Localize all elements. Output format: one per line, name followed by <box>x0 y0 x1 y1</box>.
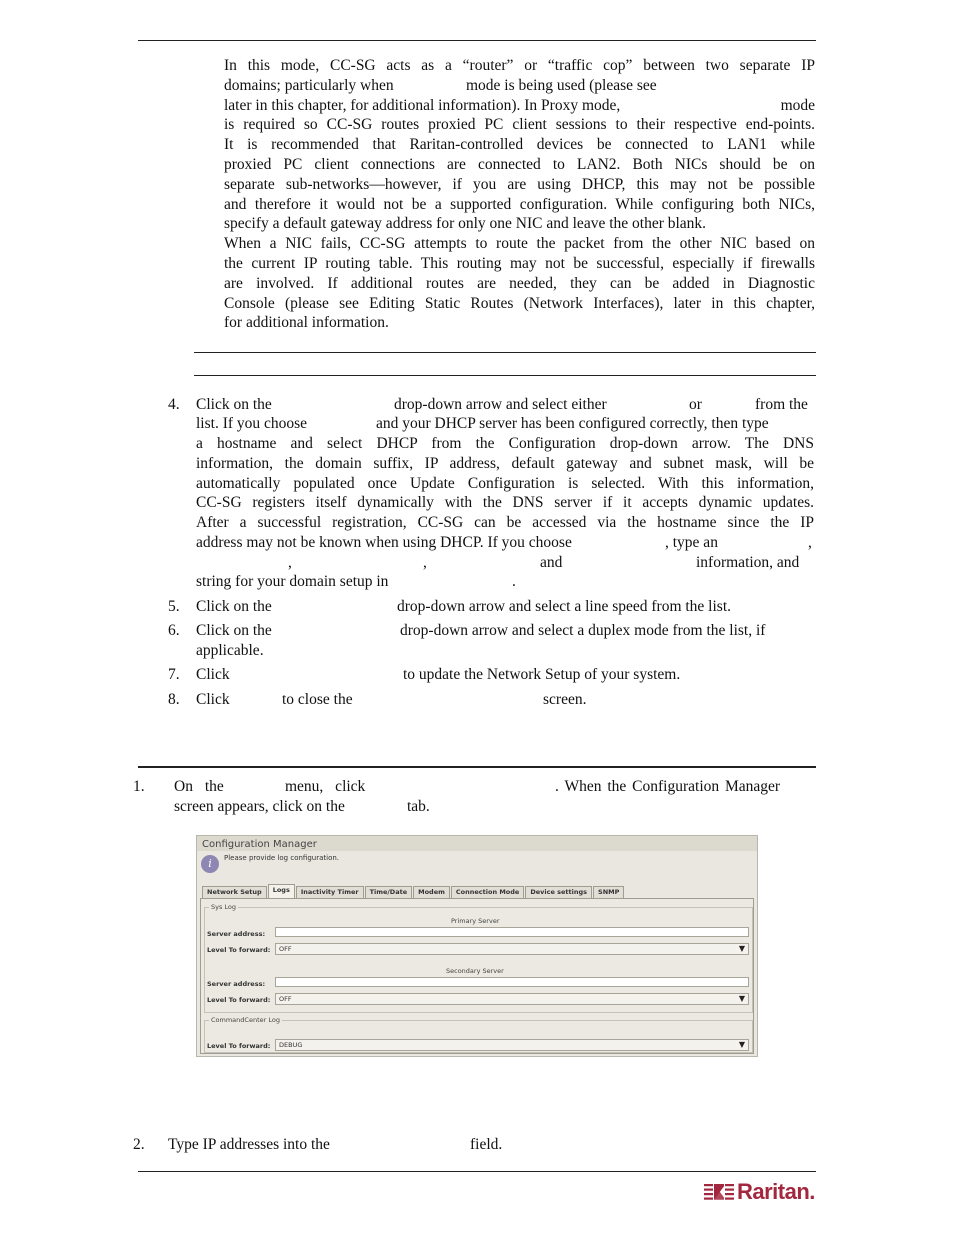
tab-modem[interactable]: Modem <box>413 886 450 898</box>
primary-level-value: OFF <box>279 945 292 953</box>
step-text: Click on the <box>196 598 272 615</box>
step-text: , <box>288 554 292 571</box>
chevron-down-icon: ▼ <box>738 944 745 953</box>
note-rule-top <box>194 352 816 353</box>
step-number: 5. <box>168 598 180 615</box>
step-line: automatically populated once Update Configuration is selected. With this information, <box>196 474 814 492</box>
intro-line: domains; particularly when <box>224 76 394 94</box>
tab-snmp[interactable]: SNMP <box>593 886 624 898</box>
step-text: and <box>540 554 563 571</box>
tab-bar <box>202 886 625 898</box>
primary-level-select[interactable] <box>275 943 749 955</box>
step-text: screen. <box>543 691 587 708</box>
step-number: 6. <box>168 622 180 639</box>
step-text: field. <box>470 1136 503 1153</box>
intro-line: mode <box>780 96 815 114</box>
intro-line: is required so CC-SG routes proxied PC client sessions to their respective end-points. <box>224 116 815 134</box>
step-text: or <box>689 396 702 413</box>
step-text: and your DHCP server has been configured correctly, then type <box>376 415 769 432</box>
screenshot-message: Please provide log configuration. <box>224 854 340 862</box>
step-text: to update the Network Setup of your system. <box>403 666 681 683</box>
commandcenter-level-value: DEBUG <box>279 1041 303 1049</box>
step-text: applicable. <box>196 642 264 659</box>
tab-logs[interactable]: Logs <box>268 884 295 898</box>
step-text: drop-down arrow and select either <box>394 396 607 413</box>
step-line: a hostname and select DHCP from the Configuration drop-down arrow. The DNS <box>196 435 814 452</box>
commandcenter-level-select[interactable] <box>275 1039 749 1051</box>
step-text: to close the <box>282 691 353 708</box>
step-text: information, and <box>696 554 800 571</box>
primary-server-heading: Primary Server <box>451 917 500 925</box>
tab-inactivity-timer[interactable]: Inactivity Timer <box>296 886 364 898</box>
footer-rule <box>138 1171 816 1172</box>
note-rule-bottom <box>194 375 816 376</box>
syslog-legend: Sys Log <box>211 903 237 911</box>
chevron-down-icon: ▼ <box>738 1040 745 1049</box>
step-text: On the <box>174 778 224 795</box>
step-number: 7. <box>168 666 180 683</box>
step-text: string for your domain setup in <box>196 573 389 590</box>
intro-line: for additional information. <box>224 314 389 332</box>
info-icon: i <box>201 855 219 873</box>
intro-line: separate sub-networks—however, if you are using DHCP, this may not be possible <box>224 175 815 193</box>
step-text: screen appears, click on the <box>174 798 345 815</box>
tab-device-settings[interactable]: Device settings <box>525 886 592 898</box>
tab-time-date[interactable]: Time/Date <box>365 886 413 898</box>
step-text: drop-down arrow and select a duplex mode from the list, if <box>400 622 766 639</box>
step-text: , <box>423 554 427 571</box>
step-text: Type IP addresses into the <box>168 1136 330 1153</box>
step-number: 8. <box>168 691 180 708</box>
server-address-label: Server address: <box>207 980 266 988</box>
level-to-forward-label: Level To forward: <box>207 946 271 954</box>
raritan-logo <box>704 1178 815 1206</box>
intro-line: It is recommended that Raritan-controlled devices be connected to LAN1 while <box>224 136 815 154</box>
intro-line: later in this chapter, for additional information). In Proxy mode, <box>224 96 621 114</box>
level-to-forward-label: Level To forward: <box>207 1042 271 1050</box>
intro-line: In this mode, CC-SG acts as a “router” or “traffic cop” between two separate IP <box>224 57 815 74</box>
step-text: address may not be known when using DHCP. If you choose <box>196 534 572 551</box>
raritan-logo-icon <box>704 1182 734 1202</box>
step-number: 4. <box>168 396 180 413</box>
step-text: list. If you choose <box>196 415 308 432</box>
intro-paragraph <box>224 56 815 333</box>
step-text: , <box>808 534 812 551</box>
step-text: . <box>512 573 516 590</box>
step-line: information, the domain suffix, IP address, default gateway and subnet mask, will be <box>196 454 814 472</box>
commandcenter-log-legend: CommandCenter Log <box>211 1016 280 1024</box>
step-text: menu, click <box>285 778 366 795</box>
intro-line: the current IP routing table. This routing may not be successful, especially if firewalls <box>224 254 815 272</box>
chevron-down-icon: ▼ <box>738 994 745 1003</box>
tab-network-setup[interactable]: Network Setup <box>202 886 267 898</box>
intro-line: specify a default gateway address for only one NIC and leave the other blank. <box>224 215 707 233</box>
screenshot-title: Configuration Manager <box>202 839 317 850</box>
step-text: , type an <box>665 534 718 551</box>
logs-panel <box>200 898 754 1054</box>
primary-server-address-input[interactable] <box>275 927 749 937</box>
step-text: Click on the <box>196 396 272 413</box>
secondary-level-select[interactable] <box>275 993 749 1005</box>
intro-line: are involved. If additional routes are needed, they can be added in Diagnostic <box>224 274 815 292</box>
configuration-manager-screenshot <box>196 835 758 1057</box>
level-to-forward-label: Level To forward: <box>207 996 271 1004</box>
server-address-label: Server address: <box>207 930 266 938</box>
step-text: Click <box>196 666 230 683</box>
intro-line: proxied PC client connections are connected to LAN2. Both NICs should be on <box>224 155 815 173</box>
step-number: 2. <box>133 1136 145 1153</box>
step-text: Click on the <box>196 622 272 639</box>
secondary-server-address-input[interactable] <box>275 977 749 987</box>
step-text: Click <box>196 691 230 708</box>
step-number: 1. <box>133 778 145 795</box>
raritan-logo-text: Raritan. <box>737 1179 815 1204</box>
secondary-server-heading: Secondary Server <box>446 967 504 975</box>
step-text: . When the Configuration Manager <box>555 778 781 795</box>
step-line: After a successful registration, CC-SG can be accessed via the hostname since the IP <box>196 514 814 532</box>
step-text: drop-down arrow and select a line speed from the list. <box>397 598 732 615</box>
step-line: CC-SG registers itself dynamically with the DNS server if it accepts dynamic updates. <box>196 494 814 512</box>
step-paragraph <box>196 434 814 533</box>
tab-connection-mode[interactable]: Connection Mode <box>451 886 524 898</box>
section-rule <box>138 766 816 768</box>
intro-line: and therefore it would not be a supported configuration. While configuring both NICs, <box>224 195 815 213</box>
step-text: from the <box>755 396 808 413</box>
secondary-level-value: OFF <box>279 995 292 1003</box>
step-text: tab. <box>407 798 430 815</box>
intro-line: When a NIC fails, CC-SG attempts to route the packet from the other NIC based on <box>224 235 815 253</box>
intro-line: Console (please see Editing Static Routes (Network Interfaces), later in this chapter, <box>224 294 815 312</box>
intro-line: mode is being used (please see <box>466 76 657 94</box>
top-rule <box>138 40 816 41</box>
